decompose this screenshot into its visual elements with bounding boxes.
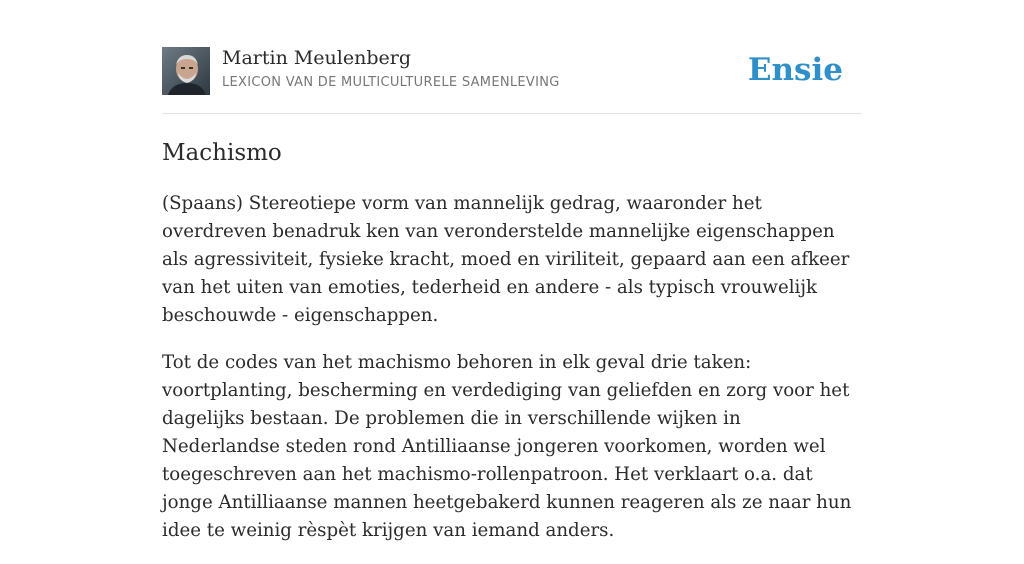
author-name[interactable]: Martin Meulenberg (222, 47, 411, 69)
ensie-logo[interactable]: Ensie (747, 52, 843, 88)
article-page (162, 0, 862, 541)
article-title: Machismo (162, 140, 282, 166)
header-divider (162, 113, 862, 114)
author-avatar[interactable] (162, 47, 210, 95)
article-paragraph: Tot de codes van het machismo behoren in elk geval drie taken: voortplanting, bescherming en verdediging van geliefden en zorg voor het dagelijks bestaan. De problemen die in verschillende wijken in Nederlandse steden rond Antilliaanse jongeren voorkomen, worden wel toegeschreven aan het machismo-rollenpatroon. Het verklaart o.a. dat jonge Antilliaanse mannen heetgebakerd kunnen reageren als ze naar hun idee te weinig rèspèt krijgen van iemand anders. (162, 352, 852, 541)
publication-name[interactable]: LEXICON VAN DE MULTICULTURELE SAMENLEVING (222, 75, 560, 90)
avatar-photo-icon (162, 47, 210, 95)
article-paragraph: (Spaans) Stereotiepe vorm van mannelijk gedrag, waaronder het overdreven benadruk ken van veronderstelde mannelijke eigenschappen als agressiviteit, fysieke kracht, moed en viriliteit, gepaard aan een afkeer van het uiten van emoties, tederheid en andere - als typisch vrouwelijk beschouwde - eigenschappen. (162, 193, 850, 326)
author-header (162, 47, 862, 95)
article-body (162, 190, 862, 564)
